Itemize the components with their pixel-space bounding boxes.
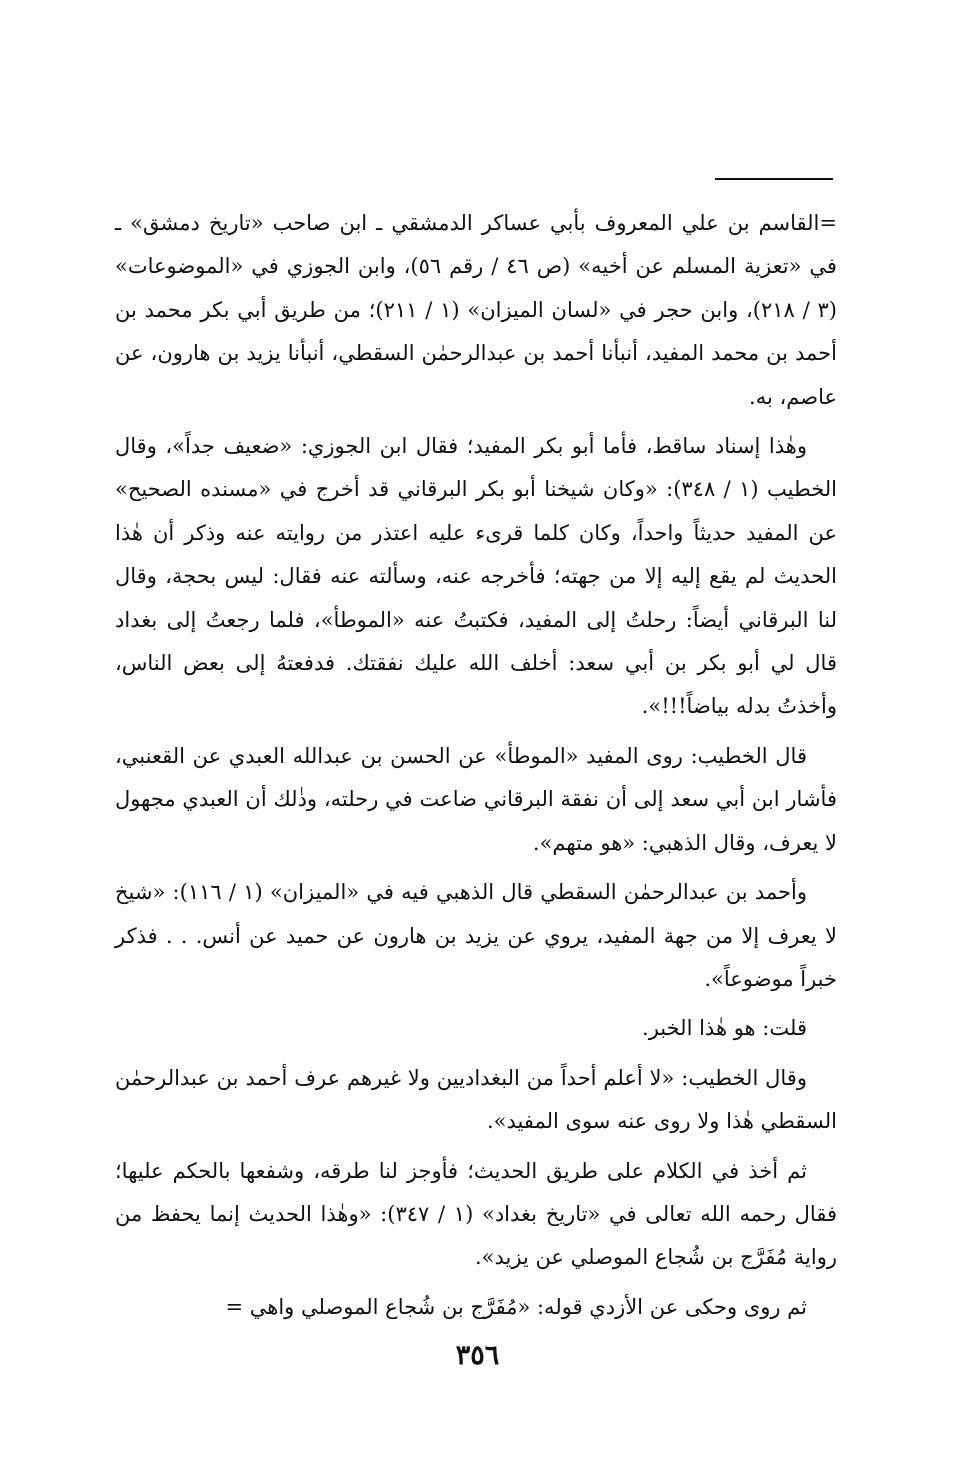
footnote-paragraph: وقال الخطيب: «لا أعلم أحداً من البغداديين ولا غيرهم عرف أحمد بن عبدالرحمٰن السقطي هٰذا ولا روى عنه سوى المفيد».: [115, 1065, 837, 1134]
footnote-paragraph: قال الخطيب: روى المفيد «الموطأ» عن الحسن بن عبدالله العبدي عن القعنبي، فأشار ابن أبي سعد إلى أن نفقة البرقاني ضاعت في رحلته، وذٰلك أن العبدي مجهول لا يعرف، وقال الذهبي: «هو متهم».: [115, 743, 837, 855]
footnote-text-block: [115, 202, 837, 1335]
footnote-separator-line: [715, 178, 833, 180]
footnote-paragraph: وهٰذا إسناد ساقط، فأما أبو بكر المفيد؛ فقال ابن الجوزي: «ضعيف جداً»، وقال الخطيب (١ / ٣٤٨): «وكان شيخنا أبو بكر البرقاني قد أخرج في «مسنده الصحيح» عن المفيد حديثاً واحداً، وكان كلما قرىء عليه اعتذر من روايته عنه وذكر أن هٰذا الحديث لم يقع إليه إلا من جهته؛ فأخرجه عنه، وسألته عنه فقال: ليس بحجة، وقال لنا البرقاني أيضاً: رحلتُ إلى المفيد، فكتبتُ عنه «الموطأ»، فلما رجعتُ إلى بغداد قال لي أبو بكر بن أبي سعد: أخلف الله عليك نفقتك. فدفعتهُ إلى بعض الناس، وأخذتُ بدله بياضاً!!!».: [115, 434, 837, 719]
footnote-paragraph: =القاسم بن علي المعروف بأبي عساكر الدمشقي ـ ابن صاحب «تاريخ دمشق» ـ في «تعزية المسلم عن أخيه» (ص ٤٦ / رقم ٥٦)، وابن الجوزي في «الموضوعات» (٣ / ٢١٨)، وابن حجر في «لسان الميزان» (١ / ٢١١)؛ من طريق أبي بكر محمد بن أحمد بن محمد المفيد، أنبأنا أحمد بن عبدالرحمٰن السقطي، أنبأنا يزيد بن هارون، عن عاصم، به.: [115, 211, 837, 409]
footnote-paragraph: ثم أخذ في الكلام على طريق الحديث؛ فأوجز لنا طرقه، وشفعها بالحكم عليها؛ فقال رحمه الله تعالى في «تاريخ بغداد» (١ / ٣٤٧): «وهٰذا الحديث إنما يحفظ من رواية مُفَرَّج بن شُجاع الموصلي عن يزيد».: [115, 1158, 837, 1270]
footnote-paragraph: وأحمد بن عبدالرحمٰن السقطي قال الذهبي فيه في «الميزان» (١ / ١١٦): «شيخ لا يعرف إلا من جهة المفيد، يروي عن يزيد بن هارون عن حميد عن أنس. . . فذكر خبراً موضوعاً».: [115, 880, 837, 991]
footnote-paragraph: ثم روى وحكى عن الأزدي قوله: «مُفَرَّج بن شُجاع الموصلي واهي =: [225, 1294, 807, 1319]
footnote-paragraph: قلت: هو هٰذا الخبر.: [642, 1016, 807, 1041]
page-number: ٣٥٦: [455, 1340, 500, 1371]
